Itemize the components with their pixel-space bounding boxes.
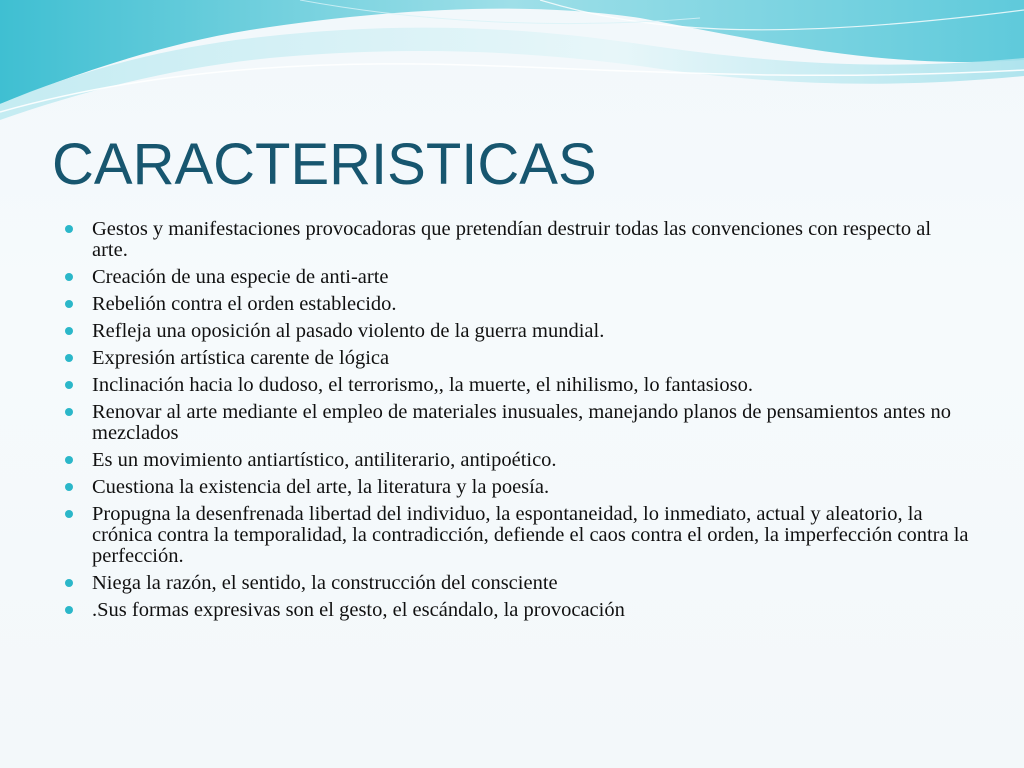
list-item (92, 477, 972, 498)
bullet-text: Creación de una especie de anti-arte (92, 266, 389, 288)
bullet-text: Inclinación hacia lo dudoso, el terrorismo,, la muerte, el nihilismo, lo fantasioso. (92, 374, 753, 396)
bullet-text: Niega la razón, el sentido, la construcción del consciente (92, 572, 558, 594)
list-item (92, 450, 972, 471)
bullet-dot-icon (65, 273, 73, 281)
bullet-text: Renovar al arte mediante el empleo de materiales inusuales, manejando planos de pensamientos antes no mezclados (92, 401, 951, 444)
bullet-text: Gestos y manifestaciones provocadoras que pretendían destruir todas las convenciones con respecto al arte. (92, 218, 932, 261)
list-item (92, 600, 972, 621)
list-item (92, 504, 972, 567)
bullet-dot-icon (65, 354, 73, 362)
list-item (92, 402, 972, 444)
list-item (92, 267, 972, 288)
list-item (92, 294, 972, 315)
bullet-dot-icon (65, 456, 73, 464)
bullet-text: Es un movimiento antiartístico, antiliterario, antipoético. (92, 449, 557, 471)
decorative-wave-header (0, 0, 1024, 130)
bullet-dot-icon (65, 606, 73, 614)
bullet-text: .Sus formas expresivas son el gesto, el escándalo, la provocación (92, 599, 625, 621)
bullet-text: Expresión artística carente de lógica (92, 347, 390, 369)
bullet-dot-icon (65, 381, 73, 389)
bullet-dot-icon (65, 579, 73, 587)
bullet-text: Rebelión contra el orden establecido. (92, 293, 397, 315)
list-item (92, 573, 972, 594)
bullet-text: Refleja una oposición al pasado violento de la guerra mundial. (92, 320, 605, 342)
bullet-text: Cuestiona la existencia del arte, la literatura y la poesía. (92, 476, 550, 498)
bullet-text: Propugna la desenfrenada libertad del individuo, la espontaneidad, lo inmediato, actual y aleatorio, la crónica contra la temporalidad, la contradicción, defiende el caos contra el orden, la imperfección contra la perfección. (92, 503, 969, 567)
bullet-dot-icon (65, 225, 73, 233)
list-item (92, 375, 972, 396)
bullet-list (92, 219, 972, 627)
list-item (92, 348, 972, 369)
bullet-dot-icon (65, 327, 73, 335)
slide-title: CARACTERISTICAS (52, 132, 597, 197)
list-item (92, 219, 972, 261)
bullet-dot-icon (65, 408, 73, 416)
bullet-dot-icon (65, 510, 73, 518)
bullet-dot-icon (65, 483, 73, 491)
list-item (92, 321, 972, 342)
bullet-dot-icon (65, 300, 73, 308)
